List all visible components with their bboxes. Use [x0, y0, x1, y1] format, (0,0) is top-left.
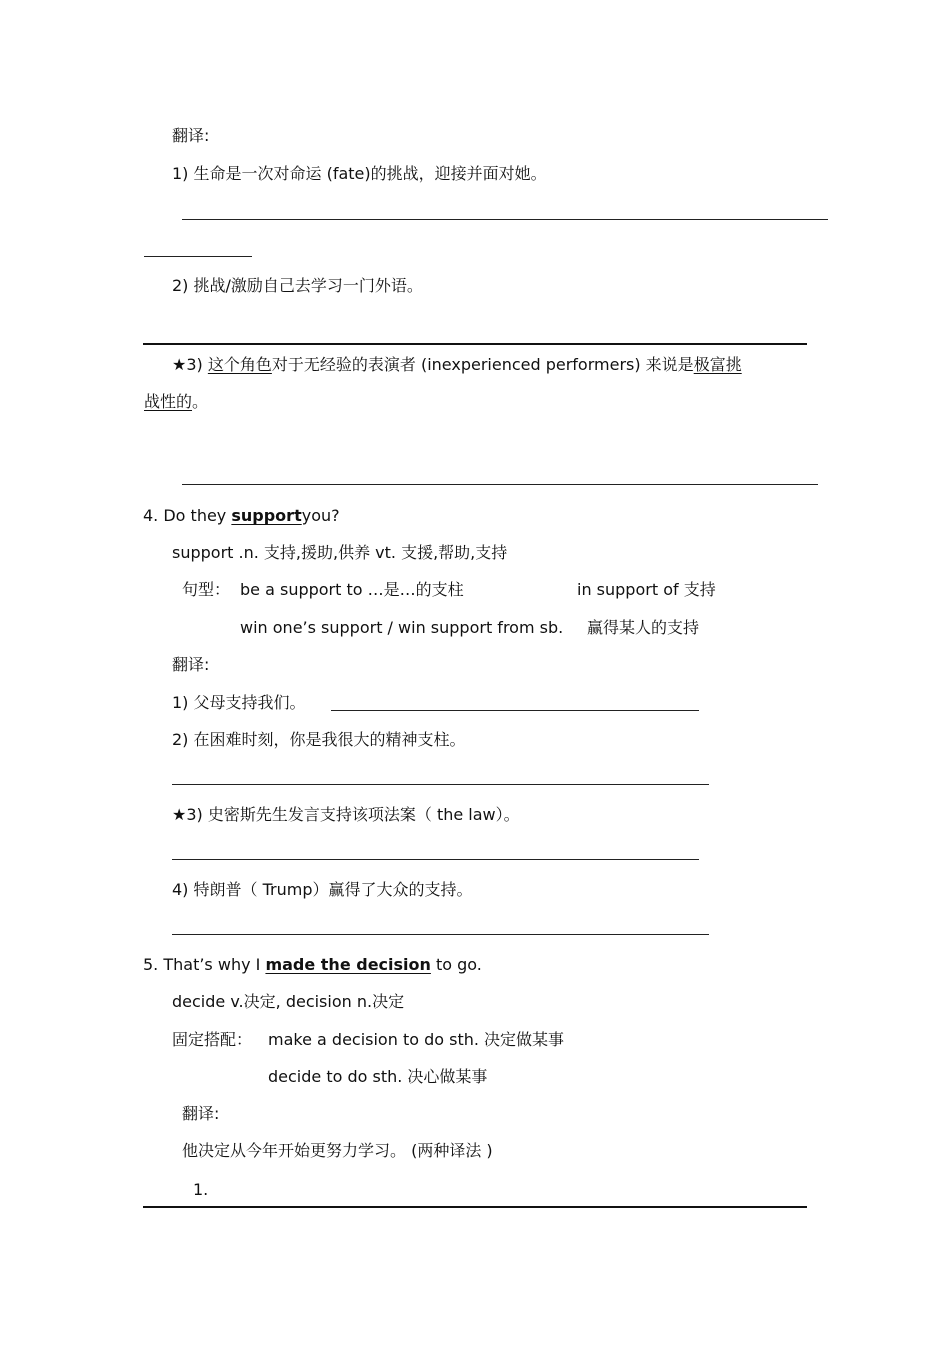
heading-text: to go.: [430, 955, 482, 974]
underlined-phrase: 战性的: [144, 392, 193, 411]
exercise-item: 4) 特朗普（ Trump）赢得了大众的支持。: [172, 880, 473, 899]
underlined-phrase: 极富挑: [693, 355, 742, 374]
star-number: ★3): [172, 355, 208, 374]
heading-text: you?: [301, 506, 340, 525]
answer-line[interactable]: [182, 219, 828, 220]
answer-line[interactable]: [172, 784, 709, 785]
punctuation: 。: [192, 392, 209, 411]
answer-line[interactable]: [172, 934, 709, 935]
pattern: be a support to …是…的支柱: [240, 580, 464, 599]
exercise-item: 2) 在困难时刻，你是我很大的精神支柱。: [172, 730, 466, 749]
definition: support .n. 支持,援助,供养 vt. 支援,帮助,支持: [172, 543, 508, 562]
translate-label: 翻译:: [172, 126, 210, 145]
fixed-label: 固定搭配：: [172, 1030, 253, 1049]
exercise-item: 1) 父母支持我们。: [172, 693, 306, 712]
keyword: support: [231, 506, 302, 525]
answer-line[interactable]: [172, 859, 699, 860]
section-heading: [143, 955, 482, 975]
heading-text: 4. Do they: [143, 506, 232, 525]
exercise-item: [144, 392, 208, 412]
heading-text: 5. That’s why I: [143, 955, 266, 974]
answer-line[interactable]: [143, 343, 807, 345]
translate-label: 翻译:: [172, 655, 210, 674]
pattern-label: 句型：: [182, 580, 231, 599]
collocation: decide to do sth. 决心做某事: [268, 1067, 488, 1086]
underlined-phrase: 这个角色: [207, 355, 272, 374]
exercise-item: 1) 生命是一次对命运 (fate)的挑战，迎接并面对她。: [172, 164, 547, 183]
answer-number: 1.: [193, 1180, 209, 1199]
collocation: make a decision to do sth. 决定做某事: [268, 1030, 565, 1049]
keyword: made the decision: [265, 955, 431, 974]
pattern-meaning: 赢得某人的支持: [587, 618, 700, 637]
pattern: in support of 支持: [577, 580, 716, 599]
answer-line[interactable]: [331, 710, 699, 711]
pattern: win one’s support / win support from sb.: [240, 618, 564, 637]
section-heading: [143, 506, 340, 526]
answer-line[interactable]: [144, 256, 252, 257]
translate-label: 翻译:: [182, 1104, 220, 1123]
exercise-item: ★3) 史密斯先生发言支持该项法案（ the law）。: [172, 805, 520, 824]
answer-line[interactable]: [182, 484, 818, 485]
exercise-item: 他决定从今年开始更努力学习。 (两种译法 ): [182, 1141, 493, 1160]
answer-line[interactable]: [143, 1206, 807, 1208]
exercise-item: 2) 挑战/激励自己去学习一门外语。: [172, 276, 423, 295]
exercise-item: [172, 355, 750, 375]
exercise-text: 对于无经验的表演者 (inexperienced performers) 来说是: [271, 355, 694, 374]
definition: decide v.决定, decision n.决定: [172, 992, 405, 1011]
